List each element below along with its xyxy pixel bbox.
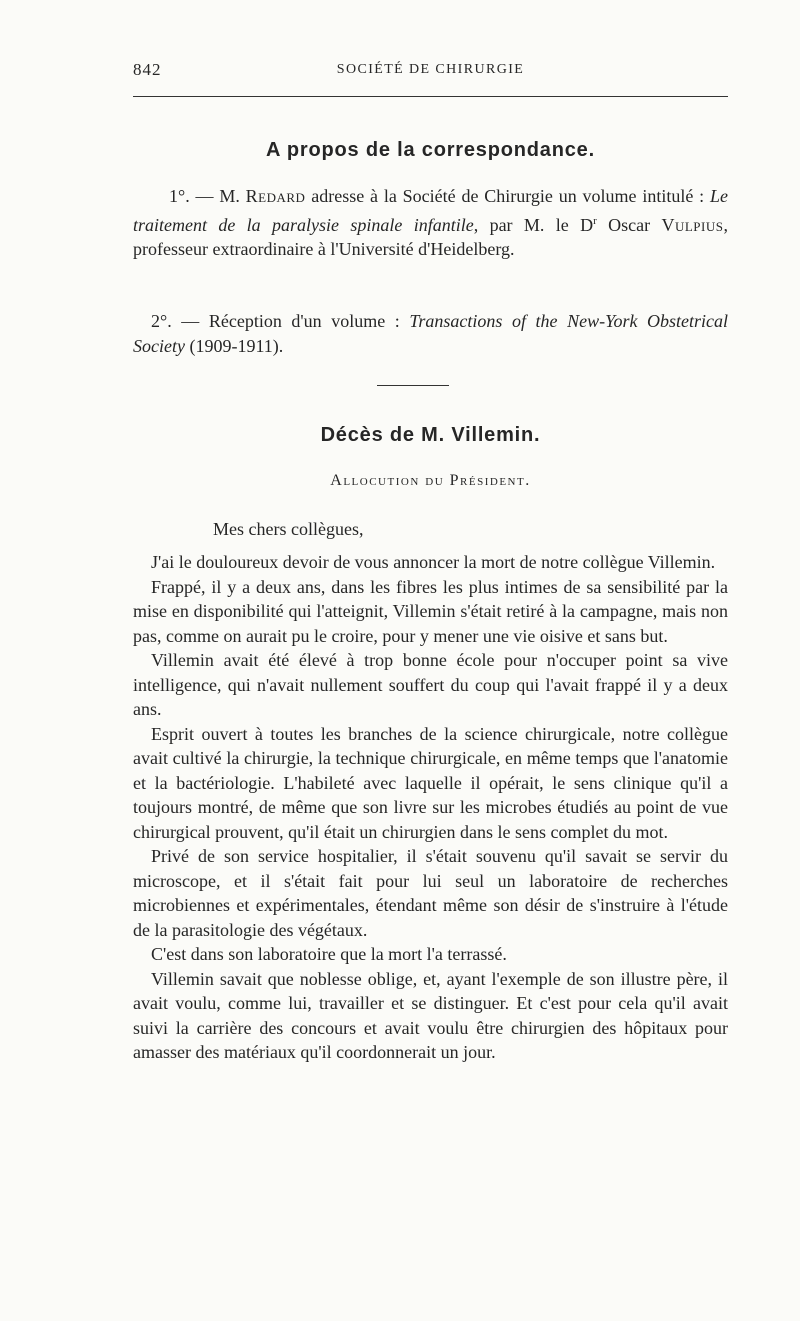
section-title-deces: Décès de M. Villemin. xyxy=(320,424,541,446)
item-1-text-c: Oscar xyxy=(596,214,662,235)
page-header xyxy=(133,60,728,86)
item-2-text-a: — Réception d'un volume : xyxy=(171,311,410,331)
section-title-correspondance: A propos de la correspondance. xyxy=(266,139,595,161)
section-subtitle: Allocution du Président. xyxy=(330,472,531,489)
body-paragraph: C'est dans son laboratoire que la mort l'a terrassé. xyxy=(151,944,507,964)
item-1-text-d: , professeur extraordinaire à l'Université d'Heidelberg. xyxy=(133,214,728,259)
item-1-superscript: r xyxy=(593,214,597,227)
correspondance-item-2 xyxy=(133,309,728,358)
item-1-book-title: Le traitement de la paralysie spinale infantile xyxy=(133,186,728,235)
item-2-text-b: (1909-1911). xyxy=(184,335,284,356)
body-paragraph: J'ai le douloureux devoir de vous annoncer la mort de notre collègue Villemin. xyxy=(151,552,716,572)
header-rule xyxy=(133,96,728,97)
salutation: Mes chers collègues, xyxy=(213,519,364,539)
body-paragraph: Villemin avait été élevé à trop bonne école pour n'occuper point sa vive intelligence, qui n'avait nullement souffert du coup qui l'avait frappé il y a deux ans. xyxy=(133,650,728,719)
item-1-name: Redard xyxy=(245,186,306,206)
correspondance-item-1 xyxy=(133,184,728,262)
body-paragraph: Esprit ouvert à toutes les branches de la science chirurgicale, notre collègue avait cultivé la chirurgie, la technique chirurgicale, en même temps que l'anatomie et la bactériologie. L'habileté avec laquelle il opérait, le sens clinique qu'il a toujours montré, de même que son livre sur les microbes étudiés au point de vue chirurgical prouvent, qu'il était un chirurgien dans le sens complet du mot. xyxy=(133,723,728,842)
item-2-journal-title: Transactions of the New-York Obstetrical Society xyxy=(133,311,729,356)
item-1-number: 1°. xyxy=(169,186,190,206)
item-1-dash: — M. xyxy=(189,186,246,206)
item-1-author: Vulpius xyxy=(661,214,724,235)
body-paragraph: Frappé, il y a deux ans, dans les fibres les plus intimes de sa sensibilité par la mise en disponibilité qui l'atteignit, Villemin s'était retiré à la campagne, mais non pas, comme on aurait pu le croire, pour y mener une vie oisive et sans but. xyxy=(133,576,728,646)
item-1-text-b: , par M. le D xyxy=(473,214,594,235)
page-number: 842 xyxy=(133,60,162,79)
item-2-number: 2°. xyxy=(151,311,172,331)
running-title: SOCIÉTÉ DE CHIRURGIE xyxy=(336,62,525,77)
body-paragraph: Villemin savait que noblesse oblige, et, ayant l'exemple de son illustre père, il avait voulu, comme lui, travailler et se distinguer. Et c'est pour cela qu'il avait suivi la carrière des concours et avait voulu être chirurgien des hôpitaux pour amasser des matériaux qu'il coordonnerait un jour. xyxy=(133,968,728,1062)
allocution-body xyxy=(133,550,728,1065)
item-1-text-a: adresse à la Société de Chirurgie un volume intitulé : xyxy=(305,186,710,206)
body-paragraph: Privé de son service hospitalier, il s'était souvenu qu'il savait se servir du microscope, et il s'était fait pour lui seul un laboratoire de recherches microbiennes et expérimentales, étendant même son désir de s'instruire à l'étude de la parasitologie des végétaux. xyxy=(133,846,728,940)
section-separator xyxy=(377,385,449,386)
